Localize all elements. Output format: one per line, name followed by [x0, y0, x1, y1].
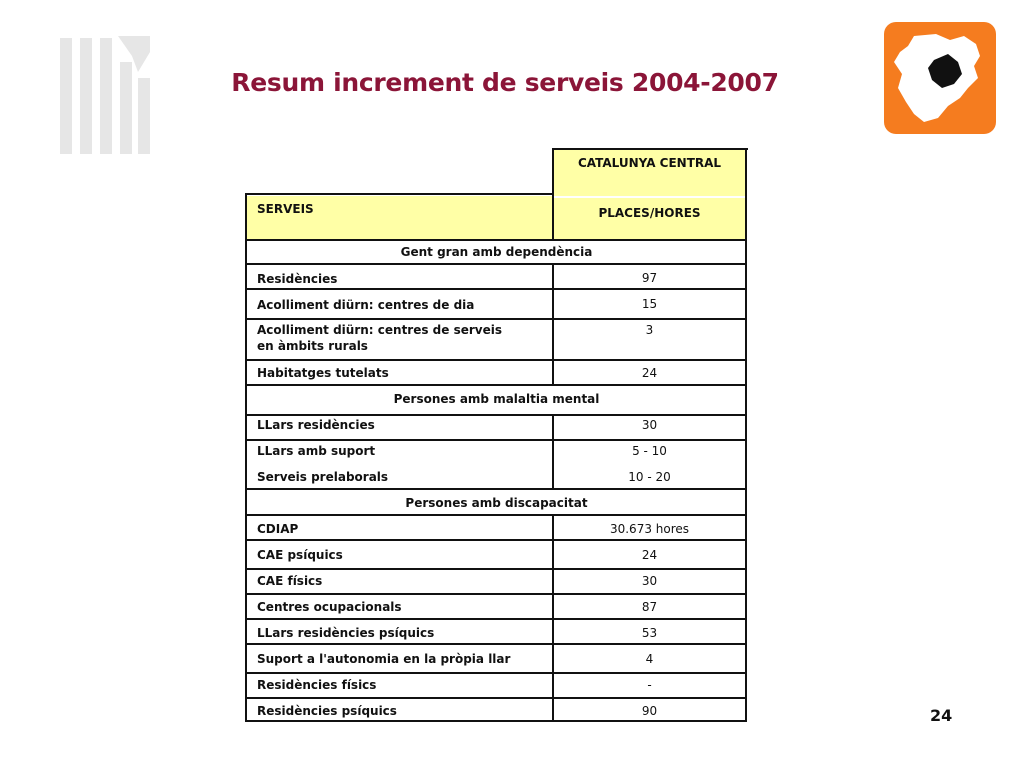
row-service: CAE físics — [257, 574, 323, 588]
section-header: Gent gran amb dependència — [400, 245, 593, 259]
row-value: 30.673 hores — [609, 522, 690, 536]
row-service: Centres ocupacionals — [257, 600, 402, 614]
row-value: 30 — [641, 418, 658, 432]
row-service: Acolliment diürn: centres de serveis en àmbits rurals — [257, 323, 502, 353]
row-service: Residències psíquics — [257, 704, 397, 718]
row-value: 97 — [641, 271, 658, 285]
row-value: 4 — [645, 652, 654, 666]
row-service: LLars residències psíquics — [257, 626, 435, 640]
region-header: CATALUNYA CENTRAL — [577, 156, 722, 170]
row-value: - — [647, 678, 652, 692]
row-value: 90 — [641, 704, 658, 718]
col-header-places: PLACES/HORES — [598, 206, 701, 220]
row-value: 5 - 10 — [632, 444, 667, 458]
row-service: CAE psíquics — [257, 548, 343, 562]
row-value: 87 — [641, 600, 658, 614]
catalonia-map-icon — [884, 22, 996, 134]
row-service: Serveis prelaborals — [257, 470, 389, 484]
row-service: Habitatges tutelats — [257, 366, 389, 380]
row-service: Residències — [257, 272, 338, 286]
row-service: LLars amb suport — [257, 444, 376, 458]
page-number: 24 — [930, 706, 953, 725]
row-service: Suport a l'autonomia en la pròpia llar — [257, 652, 511, 666]
row-value: 3 — [645, 323, 654, 337]
row-service: LLars residències — [257, 418, 375, 432]
row-value: 24 — [641, 366, 658, 380]
section-header: Persones amb malaltia mental — [393, 392, 600, 406]
page-title: Resum increment de serveis 2004-2007 — [231, 68, 779, 97]
col-header-services: SERVEIS — [257, 202, 314, 216]
row-value: 15 — [641, 297, 658, 311]
row-value: 53 — [641, 626, 658, 640]
row-service: CDIAP — [257, 522, 299, 536]
row-service: Acolliment diürn: centres de dia — [257, 298, 475, 312]
row-service: Residències físics — [257, 678, 377, 692]
section-header: Persones amb discapacitat — [405, 496, 588, 510]
row-value: 10 - 20 — [628, 470, 671, 484]
row-value: 30 — [641, 574, 658, 588]
row-value: 24 — [641, 548, 658, 562]
